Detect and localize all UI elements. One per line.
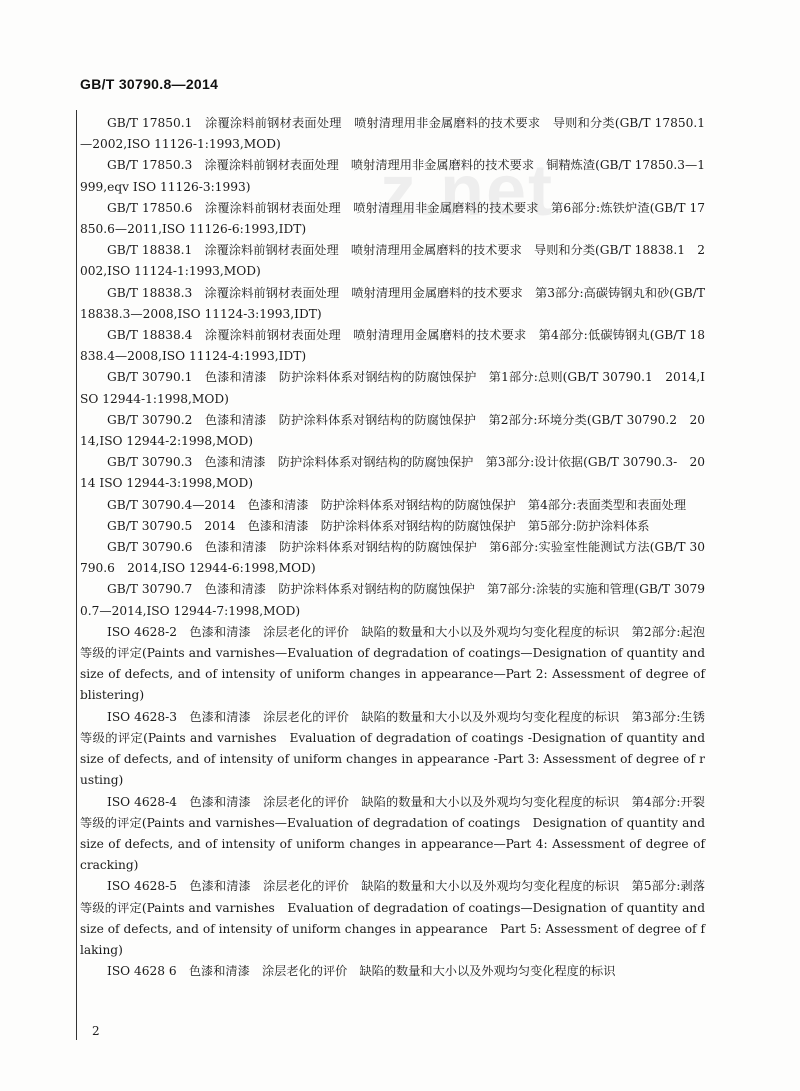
reference-item: GB/T 17850.6 涂覆涂料前钢材表面处理 喷射清理用非金属磨料的技术要求 第6部分:炼铁炉渣(GB/T 17850.6—2011,ISO 11126-6:1993,IDT) xyxy=(80,200,705,237)
watermark: z.net xyxy=(380,151,555,231)
reference-item: ISO 4628-2 色漆和清漆 涂层老化的评价 缺陷的数量和大小以及外观均匀变化程度的标识 第2部分:起泡等级的评定(Paints and varnishes—Evaluation of degradation of coatings—Designation of quantity and size of defects, and of intensity of uniform changes in appearance—Part 2: Assessment of degree of blistering) xyxy=(80,624,705,703)
reference-item: GB/T 18838.3 涂覆涂料前钢材表面处理 喷射清理用金属磨料的技术要求 第3部分:高碳铸钢丸和砂(GB/T 18838.3—2008,ISO 11124-3:1993,IDT) xyxy=(80,285,705,321)
reference-item: GB/T 30790.7 色漆和清漆 防护涂料体系对钢结构的防腐蚀保护 第7部分:涂装的实施和管理(GB/T 30790.7—2014,ISO 12944-7:1998,MOD) xyxy=(80,582,705,618)
reference-item: ISO 4628-4 色漆和清漆 涂层老化的评价 缺陷的数量和大小以及外观均匀变化程度的标识 第4部分:开裂等级的评定(Paints and varnishes—Evaluation of degradation of coatings Designation of quantity and size of defects, and of intensity of uniform changes in appearance—Part 4: Assessment of degree of cracking) xyxy=(80,794,705,873)
reference-item: ISO 4628 6 色漆和清漆 涂层老化的评价 缺陷的数量和大小以及外观均匀变化程度的标识 xyxy=(107,964,616,979)
reference-item: GB/T 17850.1 涂覆涂料前钢材表面处理 喷射清理用非金属磨料的技术要求 导则和分类(GB/T 17850.1—2002,ISO 11126-1:1993,MOD) xyxy=(80,116,705,152)
reference-item: GB/T 30790.6 色漆和清漆 防护涂料体系对钢结构的防腐蚀保护 第6部分:实验室性能测试方法(GB/T 30790.6 2014,ISO 12944-6:1998,MOD) xyxy=(80,540,705,576)
reference-item: ISO 4628-5 色漆和清漆 涂层老化的评价 缺陷的数量和大小以及外观均匀变化程度的标识 第5部分:剥落等级的评定(Paints and varnishes Evaluation of degradation of coatings—Designation of quantity and size of defects, and of intensity of uniform changes in appearance Part 5: Assessment of degree of flaking) xyxy=(80,879,705,957)
reference-item: GB/T 30790.5 2014 色漆和清漆 防护涂料体系对钢结构的防腐蚀保护 第5部分:防护涂料体系 xyxy=(107,518,650,533)
reference-item: GB/T 30790.3 色漆和清漆 防护涂料体系对钢结构的防腐蚀保护 第3部分:设计依据(GB/T 30790.3- 2014 ISO 12944-3:1998,MOD) xyxy=(80,455,705,491)
reference-item: GB/T 17850.3 涂覆涂料前钢材表面处理 喷射清理用非金属磨料的技术要求 铜精炼渣(GB/T 17850.3—1999,eqv ISO 11126-3:1993) xyxy=(80,158,705,194)
standard-code-header: GB/T 30790.8—2014 xyxy=(80,76,219,92)
normative-references-list xyxy=(80,113,705,982)
reference-item: GB/T 30790.4—2014 色漆和清漆 防护涂料体系对钢结构的防腐蚀保护 第4部分:表面类型和表面处理 xyxy=(107,497,687,512)
page-number: 2 xyxy=(92,1024,100,1038)
left-margin-rule xyxy=(76,110,77,1040)
reference-item: GB/T 30790.1 色漆和清漆 防护涂料体系对钢结构的防腐蚀保护 第1部分:总则(GB/T 30790.1 2014,ISO 12944-1:1998,MOD) xyxy=(80,370,705,406)
reference-item: GB/T 18838.4 涂覆涂料前钢材表面处理 喷射清理用金属磨料的技术要求 第4部分:低碳铸钢丸(GB/T 18838.4—2008,ISO 11124-4:1993,IDT) xyxy=(80,328,705,364)
reference-item: ISO 4628-3 色漆和清漆 涂层老化的评价 缺陷的数量和大小以及外观均匀变化程度的标识 第3部分:生锈等级的评定(Paints and varnishes Evaluation of degradation of coatings -Designation of quantity and size of defects, and of intensity of uniform changes in appearance -Part 3: Assessment of degree of rusting) xyxy=(80,709,705,788)
reference-item: GB/T 18838.1 涂覆涂料前钢材表面处理 喷射清理用金属磨料的技术要求 导则和分类(GB/T 18838.1 2002,ISO 11124-1:1993,MOD) xyxy=(80,243,705,279)
reference-item: GB/T 30790.2 色漆和清漆 防护涂料体系对钢结构的防腐蚀保护 第2部分:环境分类(GB/T 30790.2 2014,ISO 12944-2:1998,MOD) xyxy=(80,412,705,449)
